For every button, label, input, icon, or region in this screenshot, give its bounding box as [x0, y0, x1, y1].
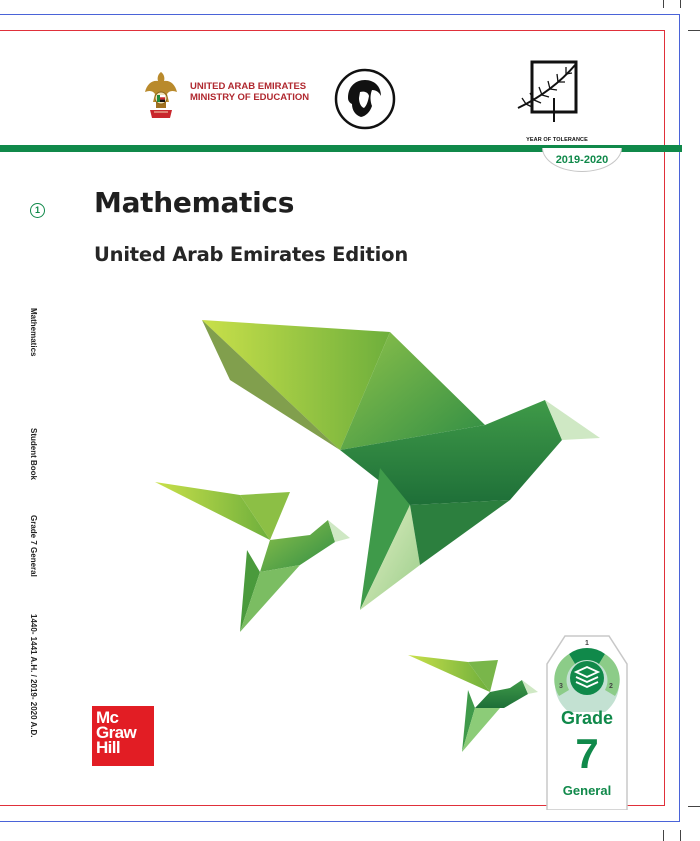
medium-bird: [155, 482, 350, 632]
volume-number: 1: [30, 203, 45, 218]
uae-emblem-icon: [140, 68, 182, 124]
spine-grade: Grade 7 General: [29, 515, 38, 577]
badge-segment-1: 1: [585, 640, 589, 647]
crop-mark: [680, 0, 681, 8]
small-bird: [408, 655, 538, 752]
year-of-tolerance-logo-icon: [514, 58, 594, 134]
publisher-line-1: Mc: [96, 708, 119, 727]
ministry-line-1: UNITED ARAB EMIRATES: [190, 81, 307, 92]
ministry-line-2: MINISTRY OF EDUCATION: [190, 92, 310, 103]
mcgraw-hill-logo: [92, 706, 154, 766]
academic-year: 2019-2020: [555, 154, 609, 166]
crop-mark: [663, 0, 664, 8]
book-title: Mathematics: [94, 186, 295, 219]
crop-mark: [680, 830, 681, 841]
portrait-logo-icon: [334, 68, 396, 130]
badge-segment-2: 2: [609, 683, 613, 690]
publisher-line-2: Graw: [96, 723, 137, 742]
crop-mark: [663, 830, 664, 841]
crop-mark: [688, 30, 700, 31]
grade-number: 7: [575, 730, 599, 777]
spine-dates: 1440- 1441 A.H. / 2019- 2020 A.D.: [29, 614, 38, 738]
book-subtitle: United Arab Emirates Edition: [94, 243, 408, 266]
spine-subject: Mathematics: [29, 308, 38, 357]
publisher-line-3: Hill: [96, 738, 121, 757]
grade-label: Grade: [560, 708, 614, 728]
crop-mark: [688, 806, 700, 807]
spine-book-type: Student Book: [29, 428, 38, 480]
ministry-name: [190, 81, 309, 103]
grade-track: General: [562, 783, 612, 798]
badge-segment-3: 3: [559, 683, 563, 690]
year-of-tolerance-label: YEAR OF TOLERANCE: [526, 137, 588, 143]
large-bird: [202, 320, 600, 610]
origami-birds-illustration: [150, 310, 610, 760]
